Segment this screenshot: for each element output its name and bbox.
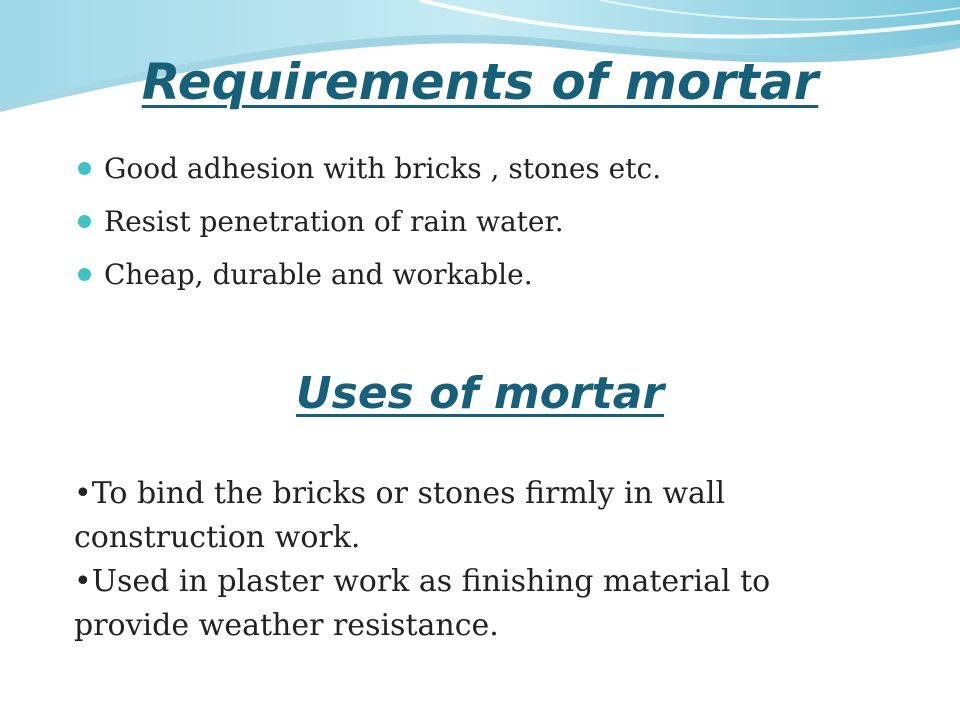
uses-title: Uses of mortar — [295, 368, 665, 419]
bullet-dot-icon — [78, 162, 91, 175]
list-item-text: Cheap, durable and workable. — [104, 258, 533, 291]
uses-item: •Used in plaster work as finishing material to provide weather resistance. — [74, 564, 771, 643]
list-item-text: Resist penetration of rain water. — [104, 205, 564, 238]
bullet-dot-icon — [78, 215, 91, 228]
uses-list — [74, 472, 874, 648]
uses-item: •To bind the bricks or stones firmly in wall construction work. — [74, 476, 726, 555]
requirements-list — [78, 142, 661, 301]
list-item — [78, 142, 661, 195]
list-item — [78, 195, 661, 248]
slide-title: Requirements of mortar — [141, 53, 819, 111]
list-item — [78, 248, 661, 301]
bullet-dot-icon — [78, 268, 91, 281]
list-item-text: Good adhesion with bricks , stones etc. — [104, 152, 662, 185]
